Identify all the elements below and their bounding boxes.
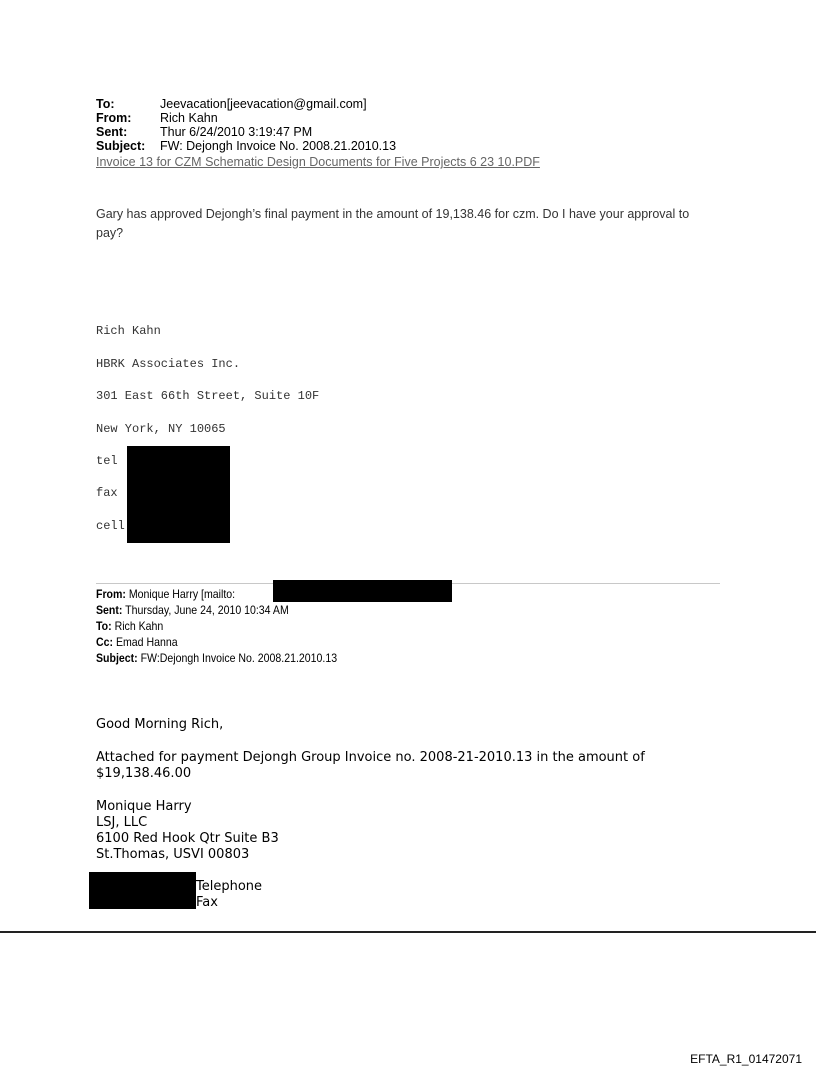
forwarded-sig-address2: St.Thomas, USVI 00803 [96,847,250,862]
forwarded-subject-label: Subject: [96,651,138,665]
message-body: Gary has approved Dejongh’s final payment in the amount of 19,138.46 for czm. Do I have your approval to pay? [96,207,690,240]
forwarded-sent-value: Thursday, June 24, 2010 10:34 AM [125,603,289,617]
header-subject-row [96,140,396,153]
signature-tel-label: tel [96,454,118,468]
page-bottom-rule [0,931,816,933]
forwarded-from-label: From: [96,587,126,601]
forwarded-body-line1: Attached for payment Dejongh Group Invoice no. 2008-21-2010.13 in the amount of [96,750,645,765]
forwarded-sig-name: Monique Harry [96,799,192,814]
signature-name: Rich Kahn [96,324,161,338]
signature-address1: 301 East 66th Street, Suite 10F [96,389,320,403]
redaction-box-email [273,580,452,602]
signature-company: HBRK Associates Inc. [96,357,241,371]
signature-fax-label: fax [96,486,118,500]
forwarded-from-value: Monique Harry [mailto: [128,587,236,601]
forwarded-sig-address1: 6100 Red Hook Qtr Suite B3 [96,831,279,846]
forwarded-telephone-label: Telephone [196,879,263,894]
redaction-box-lsj-phones [89,872,196,909]
signature-address2: New York, NY 10065 [96,422,226,436]
header-sent-label: Sent: [96,125,128,139]
forwarded-cc-value: Emad Hanna [115,635,178,649]
header-subject-value: FW: Dejongh Invoice No. 2008.21.2010.13 [160,139,397,153]
forwarded-to-label: To: [96,619,112,633]
header-to-value: Jeevacation[jeevacation@gmail.com] [160,97,367,111]
header-to-label: To: [96,97,115,111]
redaction-box-phone-numbers [127,446,230,543]
header-sent-row [96,126,312,139]
forwarded-from-row [96,586,235,602]
forwarded-greeting: Good Morning Rich, [96,717,224,732]
forwarded-cc-label: Cc: [96,635,114,649]
forwarded-fax-label: Fax [196,895,218,910]
forwarded-subject-value: FW:Dejongh Invoice No. 2008.21.2010.13 [140,651,338,665]
signature-cell-label: cell [96,519,125,533]
forwarded-sig-company: LSJ, LLC [96,815,148,830]
forwarded-body-line2: $19,138.46.00 [96,766,192,781]
header-subject-label: Subject: [96,139,146,153]
forwarded-subject-row [96,650,337,666]
header-to-row [96,98,367,111]
forwarded-cc-row [96,634,178,650]
forwarded-to-row [96,618,163,634]
header-from-row [96,112,218,125]
forwarded-sent-row [96,602,289,618]
footer-document-id: EFTA_R1_01472071 [690,1052,802,1066]
attachment-link[interactable]: Invoice 13 for CZM Schematic Design Documents for Five Projects 6 23 10.PDF [96,155,540,169]
header-sent-value: Thur 6/24/2010 3:19:47 PM [160,125,313,139]
forwarded-sent-label: Sent: [96,603,123,617]
forwarded-to-value: Rich Kahn [114,619,164,633]
header-from-label: From: [96,111,132,125]
header-from-value: Rich Kahn [160,111,218,125]
